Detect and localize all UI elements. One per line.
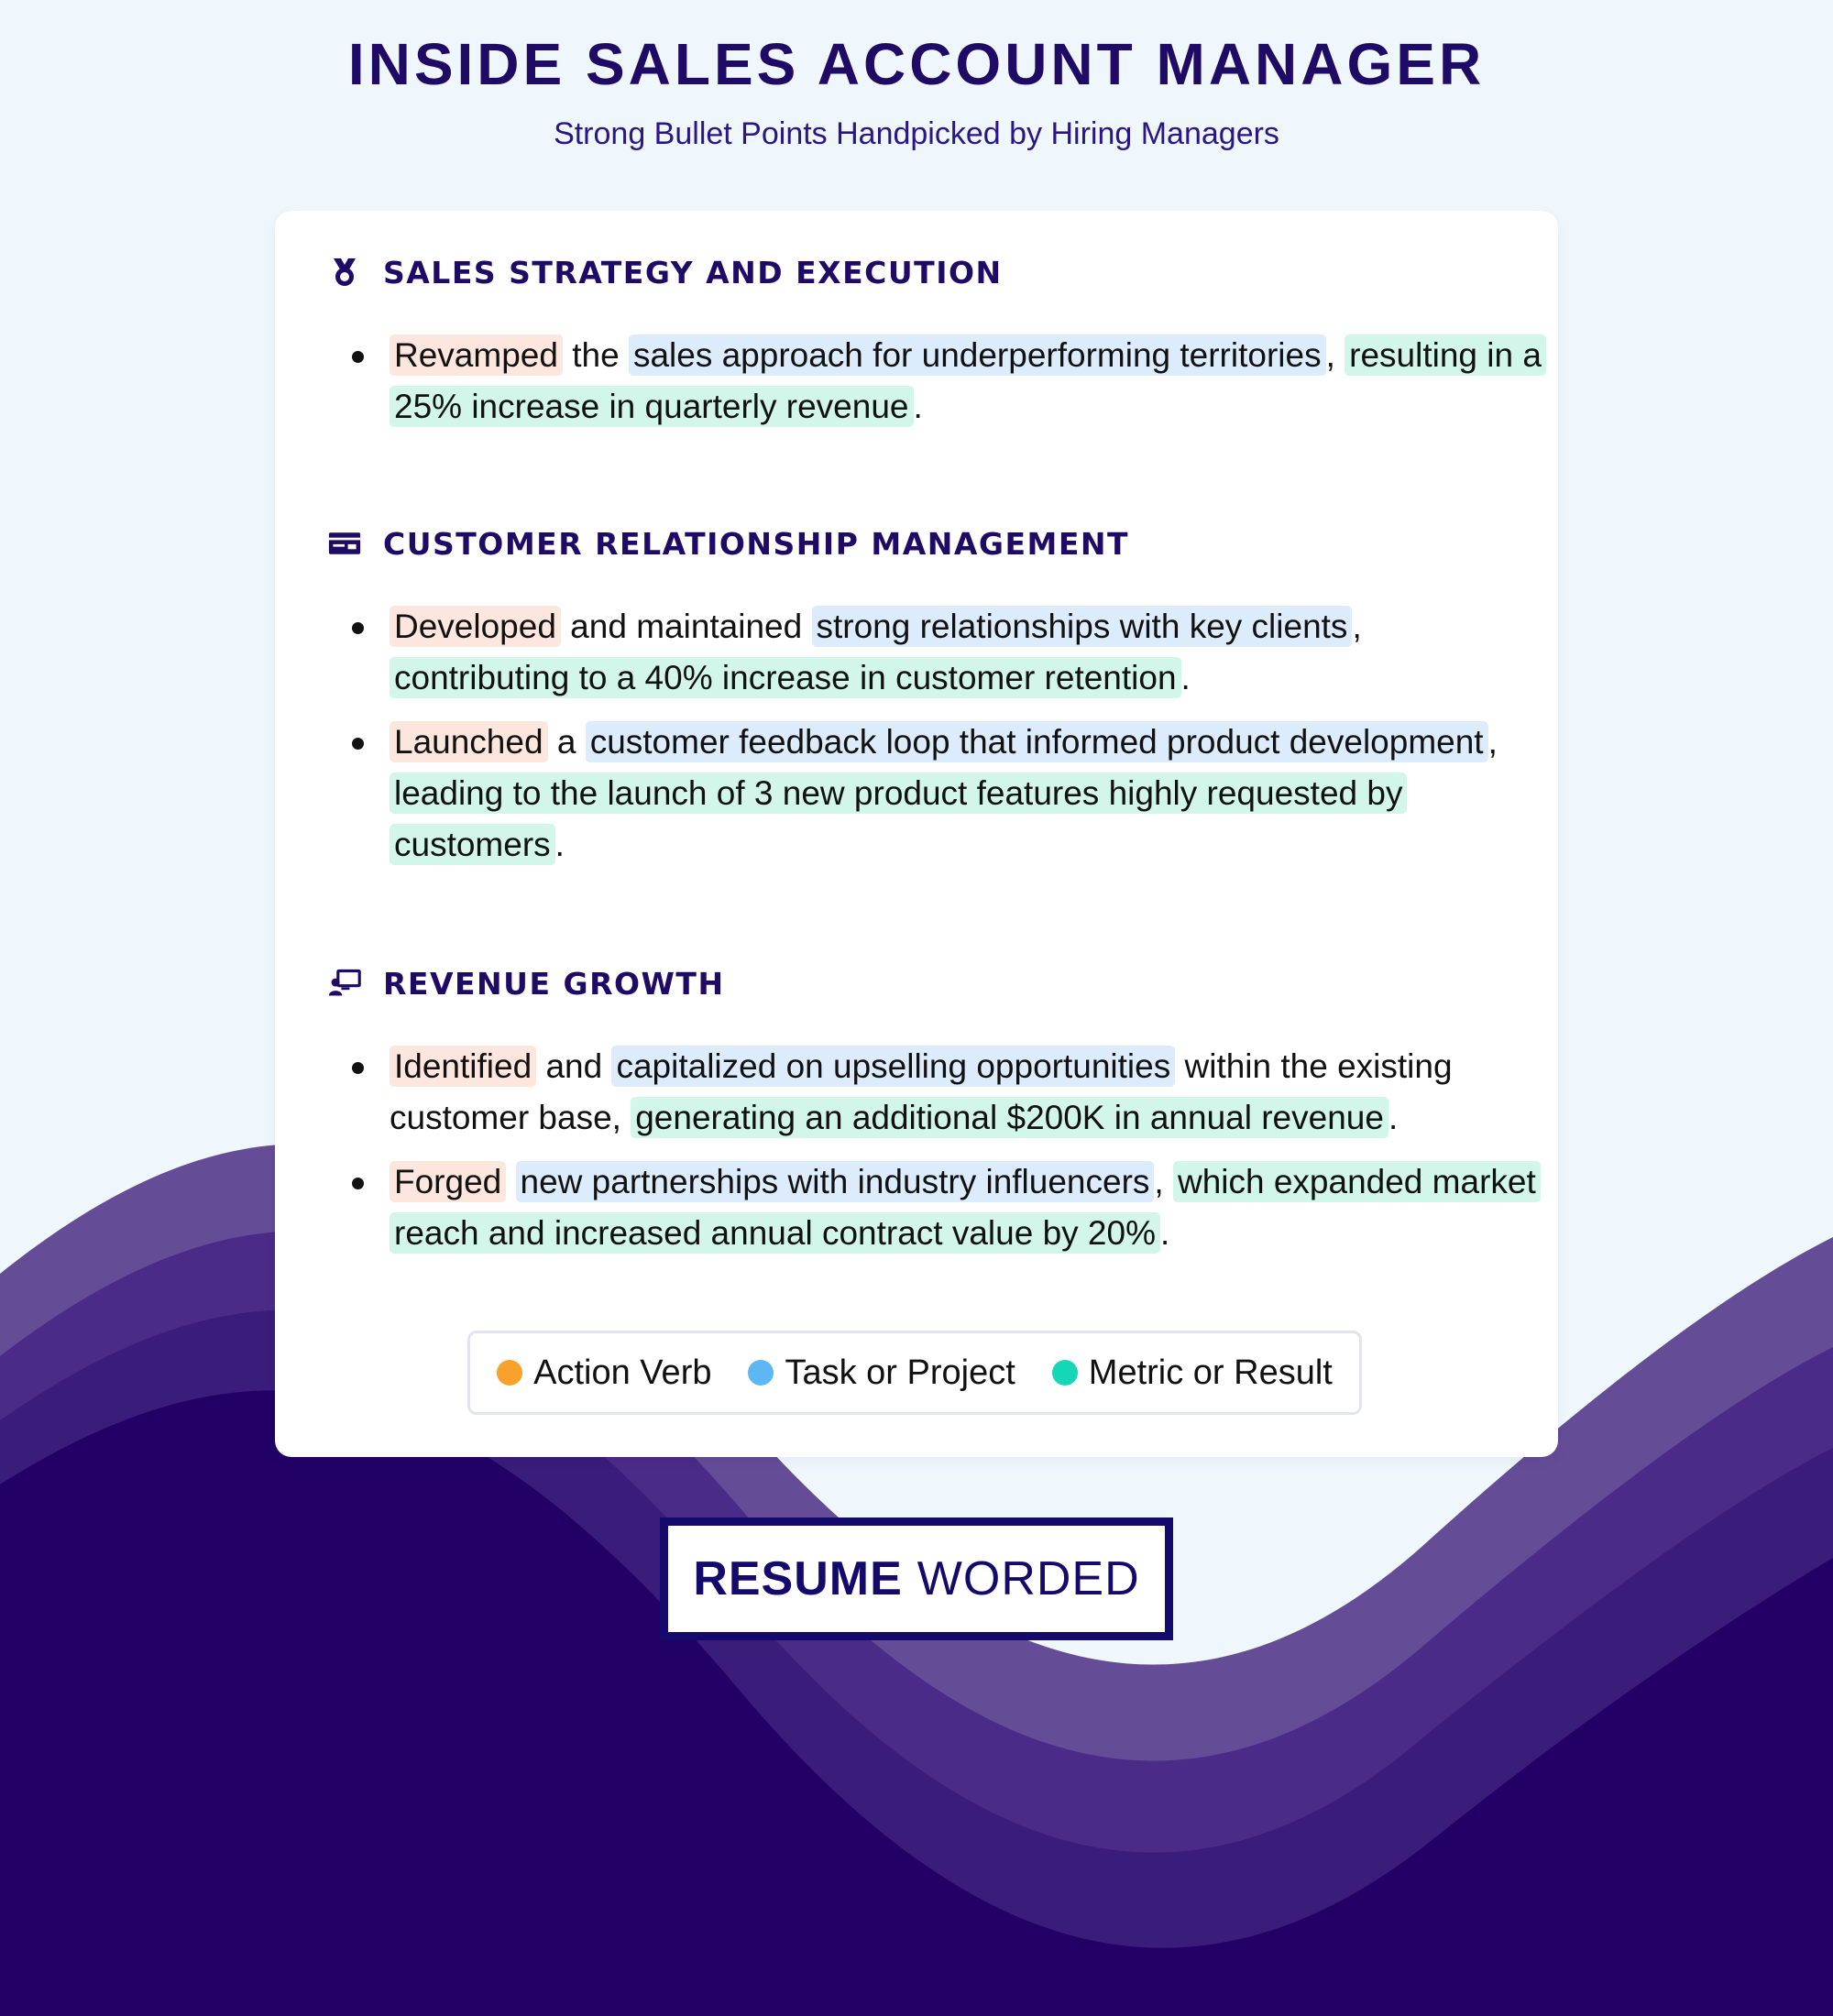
section-title: SALES STRATEGY AND EXECUTION — [383, 254, 1003, 290]
legend-label: Metric or Result — [1088, 1353, 1333, 1392]
bullet-text: . — [1388, 1099, 1399, 1136]
action-verb: Revamped — [390, 334, 563, 376]
bullet-text: . — [1180, 659, 1191, 696]
bullet-points-card — [275, 211, 1558, 1457]
task-phrase: customer feedback loop that informed product development — [586, 721, 1488, 762]
section-sales-strategy — [328, 249, 1542, 445]
bullet-text: , — [1325, 336, 1345, 374]
action-verb: Developed — [390, 606, 561, 647]
section-heading — [328, 960, 1520, 1006]
logo-text-bold: RESUME — [693, 1552, 903, 1605]
metric-phrase: resulting in a 25% increase in quarterly revenue — [390, 334, 1546, 427]
bullet-text: a — [547, 723, 586, 761]
highlight-legend — [467, 1331, 1362, 1415]
task-phrase: sales approach for underperforming territories — [629, 334, 1326, 376]
blue-dot-icon — [748, 1360, 774, 1386]
section-heading — [328, 520, 1520, 566]
bullet-item — [328, 330, 1549, 433]
section-revenue-growth — [328, 960, 1536, 1272]
logo-text-light: WORDED — [916, 1552, 1140, 1605]
bullet-item — [328, 717, 1549, 871]
bullet-text: . — [913, 388, 923, 425]
resume-worded-logo — [660, 1517, 1173, 1640]
bullet-item — [328, 601, 1549, 704]
bullet-text: , — [1487, 723, 1498, 761]
legend-item-action-verb — [497, 1353, 711, 1393]
metric-phrase: which expanded market reach and increased annual contract value by 20% — [390, 1161, 1541, 1254]
task-phrase: strong relationships with key clients — [812, 606, 1353, 647]
page-title: INSIDE SALES ACCOUNT MANAGER — [347, 31, 1486, 97]
bullet-text: the — [562, 336, 629, 374]
action-verb: Forged — [390, 1161, 506, 1202]
bullet-text: . — [554, 826, 565, 863]
bullet-item — [328, 1156, 1549, 1259]
bullet-text: , — [1352, 608, 1362, 645]
bullet-list — [328, 330, 1542, 433]
bullet-text: within the existing customer base, — [390, 1047, 1453, 1136]
legend-label: Task or Project — [785, 1353, 1015, 1392]
bullet-text: and maintained — [560, 608, 812, 645]
section-title: CUSTOMER RELATIONSHIP MANAGEMENT — [383, 525, 1130, 562]
bullet-text — [506, 1163, 515, 1200]
legend-label: Action Verb — [533, 1353, 712, 1392]
bullet-text: , — [1154, 1163, 1173, 1200]
section-heading — [328, 249, 1520, 295]
bullet-text: and — [536, 1047, 612, 1085]
teal-dot-icon — [1052, 1360, 1078, 1386]
legend-item-metric — [1052, 1353, 1333, 1393]
section-customer-relationship — [328, 520, 1520, 883]
orange-dot-icon — [497, 1360, 522, 1386]
bullet-list — [328, 601, 1520, 871]
metric-phrase: contributing to a 40% increase in customer retention — [390, 657, 1181, 698]
medal-icon — [328, 256, 361, 289]
bullet-item — [328, 1041, 1549, 1144]
page-header — [0, 27, 1833, 152]
legend-item-task — [748, 1353, 1015, 1393]
id-card-icon — [328, 527, 361, 560]
task-phrase: new partnerships with industry influencers — [516, 1161, 1155, 1202]
page-subtitle: Strong Bullet Points Handpicked by Hiring Managers — [554, 116, 1279, 151]
bullet-list — [328, 1041, 1536, 1259]
metric-phrase: generating an additional $200K in annual revenue — [631, 1097, 1388, 1138]
action-verb: Identified — [390, 1046, 536, 1087]
presenter-icon — [328, 967, 361, 1000]
bullet-text: . — [1159, 1214, 1170, 1252]
section-title: REVENUE GROWTH — [383, 965, 725, 1002]
action-verb: Launched — [390, 721, 548, 762]
metric-phrase: leading to the launch of 3 new product features highly requested by customers — [390, 772, 1407, 865]
task-phrase: capitalized on upselling opportunities — [611, 1046, 1175, 1087]
